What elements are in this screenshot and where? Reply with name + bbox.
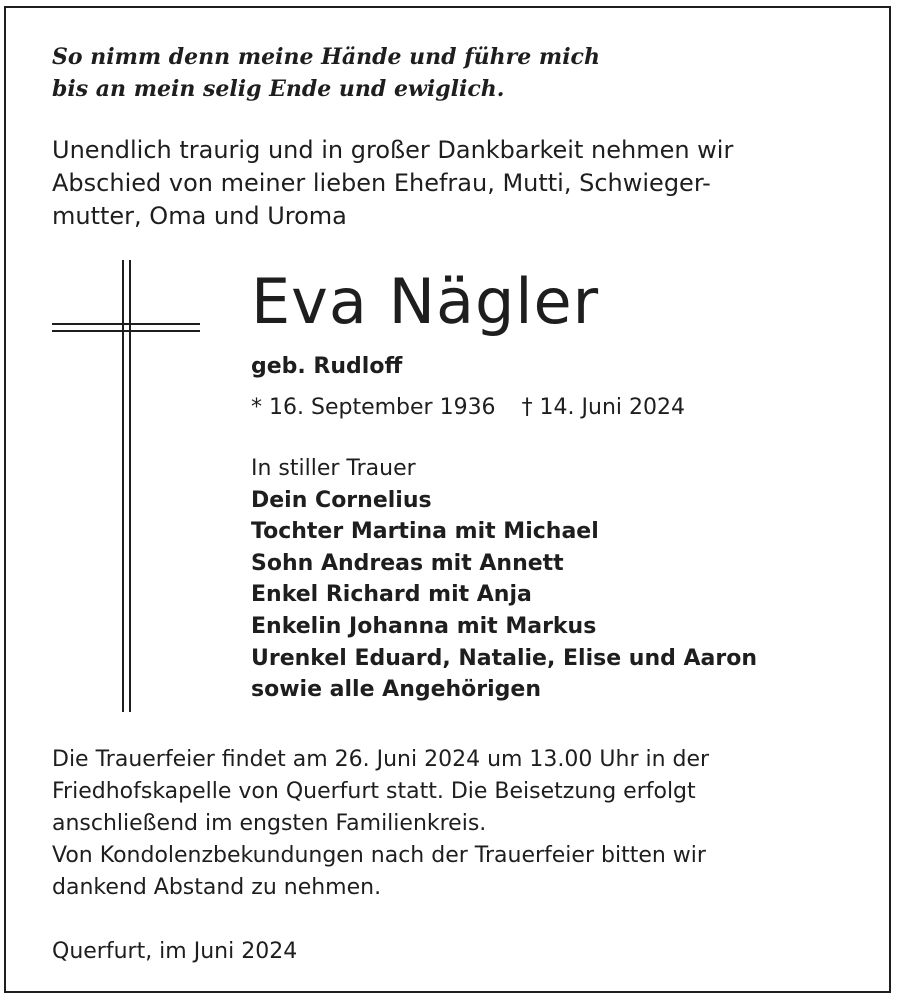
mourners-list bbox=[251, 453, 757, 706]
mourner-row: Tochter Martina mit Michael bbox=[251, 519, 599, 545]
mourner-row: Urenkel Eduard, Natalie, Elise und Aaron bbox=[251, 645, 758, 671]
cross-icon bbox=[52, 260, 202, 712]
mourner-row: sowie alle Angehörigen bbox=[251, 677, 542, 703]
mourner-row: Enkelin Johanna mit Markus bbox=[251, 613, 597, 639]
life-dates bbox=[251, 392, 685, 424]
death-date: † 14. Juni 2024 bbox=[521, 395, 686, 420]
place-date: Querfurt, im Juni 2024 bbox=[52, 939, 298, 964]
mourner-row: Dein Cornelius bbox=[251, 487, 432, 513]
maiden-name: geb. Rudloff bbox=[251, 354, 403, 379]
ceremony-info: Die Trauerfeier findet am 26. Juni 2024 um 13.00 Uhr in der Friedhofskapelle von Querfurt statt. Die Beisetzung erfolgt anschließend im engsten Familienkreis. Von Kondolenzbekundungen nach der Trauerfeier bitten wir dankend Abstand zu nehmen. bbox=[52, 747, 710, 900]
birth-date: * 16. September 1936 bbox=[251, 395, 496, 420]
verse-quote: So nimm denn meine Hände und führe mich bis an mein selig Ende und ewiglich. bbox=[52, 44, 600, 102]
mourner-row: Sohn Andreas mit Annett bbox=[251, 550, 564, 576]
deceased-name: Eva Nägler bbox=[251, 265, 600, 338]
mourner-row: Enkel Richard mit Anja bbox=[251, 582, 532, 608]
mourners-heading: In stiller Trauer bbox=[251, 456, 416, 481]
intro-text: Unendlich traurig und in großer Dankbarkeit nehmen wir Abschied von meiner lieben Ehefrau, Mutti, Schwieger- mutter, Oma und Uroma bbox=[52, 136, 734, 230]
